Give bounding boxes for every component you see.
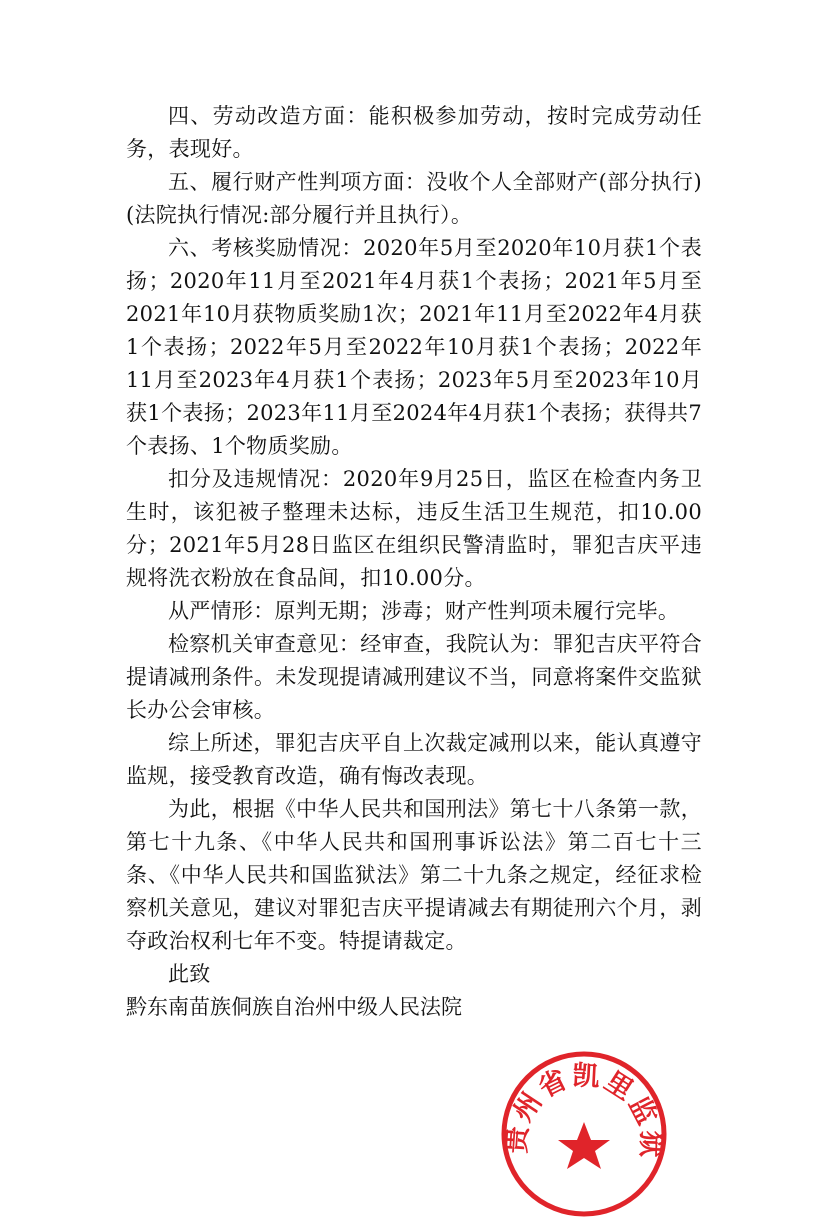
paragraph-procuratorate-opinion: 检察机关审查意见：经审查，我院认为：罪犯吉庆平符合提请减刑条件。未发现提请减刑建议不当，同意将案件交监狱长办公会审核。 xyxy=(126,632,702,722)
paragraph-property-judgment: 五、履行财产性判项方面：没收个人全部财产(部分执行)(法院执行情况:部分履行并且执行）。 xyxy=(126,170,702,227)
paragraph-deductions: 扣分及违规情况：2020年9月25日，监区在检查内务卫生时，该犯被子整理未达标，违反生活卫生规范，扣10.00分；2021年5月28日监区在组织民警清监时，罪犯吉庆平违规将洗衣粉放在食品间，扣10.00分。 xyxy=(126,467,702,590)
paragraph-labor-reform: 四、劳动改造方面：能积极参加劳动，按时完成劳动任务，表现好。 xyxy=(126,104,702,161)
addressee-court: 黔东南苗族侗族自治州中级人民法院 xyxy=(126,995,462,1019)
official-seal-icon xyxy=(498,1048,670,1220)
seal-star-icon xyxy=(558,1122,610,1169)
paragraph-salutation: 此致 xyxy=(168,962,211,986)
svg-text:贵州省凯里监狱: 贵州省凯里监狱 xyxy=(501,1060,667,1162)
paragraph-legal-basis: 为此，根据《中华人民共和国刑法》第七十八条第一款，第七十九条、《中华人民共和国刑事诉讼法》第二百七十三条、《中华人民共和国监狱法》第二十九条之规定，经征求检察机关意见，建议对罪犯吉庆平提请减去有期徒刑六个月，剥夺政治权利七年不变。特提请裁定。 xyxy=(126,797,702,953)
document-body xyxy=(126,100,702,1024)
paragraph-summary: 综上所述，罪犯吉庆平自上次裁定减刑以来，能认真遵守监规，接受教育改造，确有悔改表现。 xyxy=(126,731,702,788)
paragraph-rewards: 六、考核奖励情况：2020年5月至2020年10月获1个表扬；2020年11月至2021年4月获1个表扬；2021年5月至2021年10月获物质奖励1次；2021年11月至2022年4月获1个表扬；2022年5月至2022年10月获1个表扬；2022年11月至2023年4月获1个表扬；2023年5月至2023年10月获1个表扬；2023年11月至2024年4月获1个表扬；获得共7个表扬、1个物质奖励。 xyxy=(126,236,702,458)
paragraph-strict-circumstances: 从严情形：原判无期；涉毒；财产性判项未履行完毕。 xyxy=(168,599,680,623)
